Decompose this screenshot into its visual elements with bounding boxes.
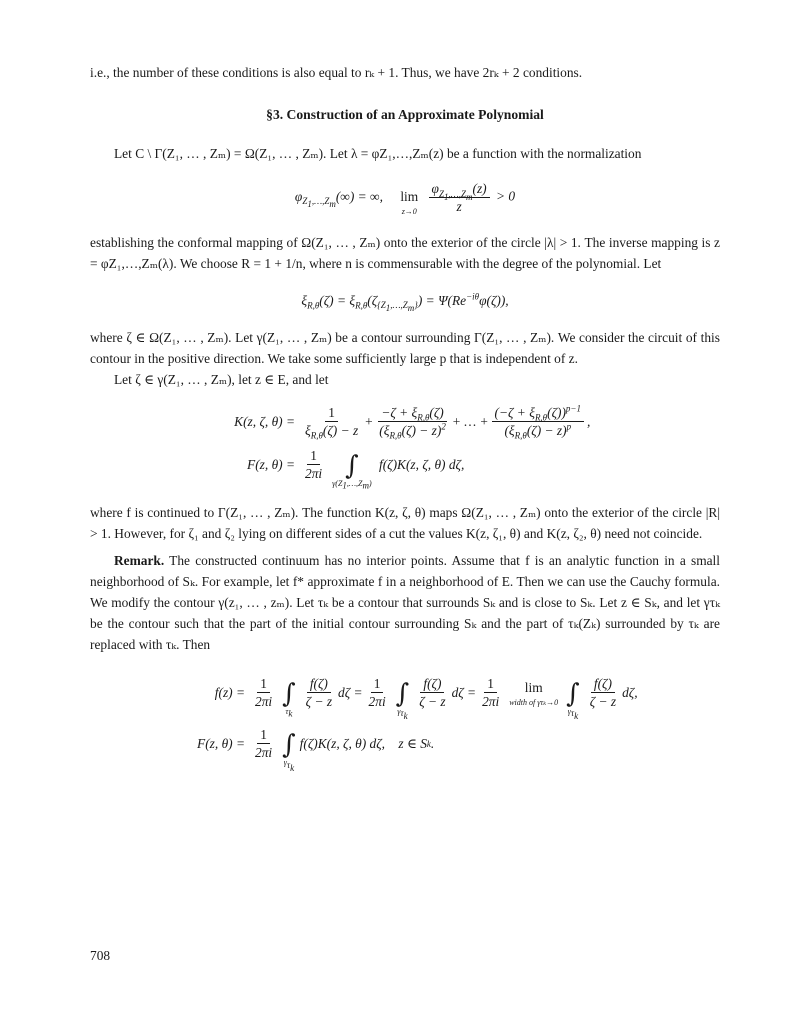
lim-subscript: width of γτₖ→0: [509, 698, 559, 708]
remark-paragraph: [90, 550, 720, 655]
paragraph-2: establishing the conformal mapping of Ω(Z₁, … , Zₘ) onto the exterior of the circle |λ| > 1. The inverse mapping is z = φZ₁,…,Zₘ(λ). We choose R = 1 + 1/n, where n is commensurable with the degree of the polynomial. Let: [90, 234, 720, 271]
page-number: 708: [90, 948, 111, 963]
paper-page: [90, 62, 720, 781]
remark-text: The constructed continuum has no interior points. Assume that f is an analytic function in a small neighborhood of Sₖ. For example, let f* approximate f in a neighborhood of E. Then we can use the Cauchy formula. We modify the contour γ(z₁, … , zₘ). Let τₖ be a contour that surrounds Sₖ and is close to Sₖ. Let z ∈ Sₖ, and let γτₖ be the contour such that the part of the initial contour surrounding Sₖ and the part of τₖ(Zₖ) surrounded by τₖ are replaced with τₖ. Then: [90, 552, 720, 652]
eq-K-lhs: K(z, ζ, θ) =: [234, 413, 295, 429]
intro-line: i.e., the number of these conditions is also equal to rₖ + 1. Thus, we have 2rₖ + 2 conditions.: [90, 65, 583, 80]
equation-cauchy: f(z) = $\frac{1}{2\pi i}$ ∫ $\tau_k$ $\frac{f(\zeta)}{\zeta - z}$ dζ = $\frac{1}{2\pi i}$ ∫ $\gamma_{\tau_k}$ $\frac{f(\zeta)}{\zeta - z}$ dζ = $\frac{1}{2\pi i}$ lim width of γτₖ→0 ∫ $\gamma_{\tau_k}$ $\frac{f(\zeta)}{\zeta - z}$ dζ, F(z, θ) = $\frac{1}{2\pi i}$ ∫ $\gamma_{\tau_k}$ f(ζ)K(z, ζ, θ) dζ, z ∈ S k .: [40, 669, 720, 768]
section-title: §3. Construction of an Approximate Polynomial: [266, 107, 544, 122]
eq-F2-lhs: F(z, θ) =: [197, 736, 245, 752]
paragraph-4: Let ζ ∈ γ(Z₁, … , Zₘ), let z ∈ E, and let: [114, 371, 329, 387]
equation-normalization: $\varphi_{Z_1,\dots,Z_m}(\infty)$ = ∞, lim z→0 $\frac{\varphi_{Z_1,\dots,Z_m}(z)}{z}$ > 0: [294, 181, 516, 216]
equation-xi: $\xi_{R,\theta}(\zeta) = \xi_{R,\theta}(\zeta_{\{Z_1,\dots,Z_m\}}) = \Psi(Re^{-i\theta}\varphi(\zeta))$,: [301, 291, 509, 314]
paragraph-1: Let C \ Γ(Z₁, … , Zₘ) = Ω(Z₁, … , Zₘ). Let λ = φZ₁,…,Zₘ(z) be a function with the normalization: [114, 146, 642, 161]
equation-kernel: K(z, ζ, θ) = $\frac{1}{\xi_{R,\theta}(\zeta) - z}$ + $\frac{-\zeta + \xi_{R,\theta}(\zeta)}{(\xi_{R,\theta}(\zeta) - z)^2}$ + … + $\frac{(-\zeta + \xi_{R,\theta}(\zeta))^{p-1}}{(\xi_{R,\theta}(\zeta) - z)^p}$ , F(z, θ) = $\frac{1}{2\pi i}$ ∫ $\gamma(Z_1,\dots,Z_m)$ f(ζ)K(z, ζ, θ) dζ,: [90, 404, 720, 488]
eq-f-lhs: f(z) =: [214, 684, 245, 700]
remark-label: Remark.: [114, 552, 165, 568]
paragraph-5: where f is continued to Γ(Z₁, … , Zₘ). The function K(z, ζ, θ) maps Ω(Z₁, … , Zₘ) onto the exterior of the circle |R| > 1. However, for ζ₁ and ζ₂ lying on different sides of a cut the values K(z, ζ₁, θ) and K(z, ζ₂, θ) need not coincide.: [90, 504, 720, 541]
eq-F-lhs: F(z, θ) =: [247, 456, 295, 472]
paragraph-3: where ζ ∈ Ω(Z₁, … , Zₘ). Let γ(Z₁, … , Zₘ) be a contour surrounding Γ(Z₁, … , Zₘ). We consider the circuit of this contour in the positive direction. We take some sufficiently large p that is independent of z.: [90, 329, 720, 366]
